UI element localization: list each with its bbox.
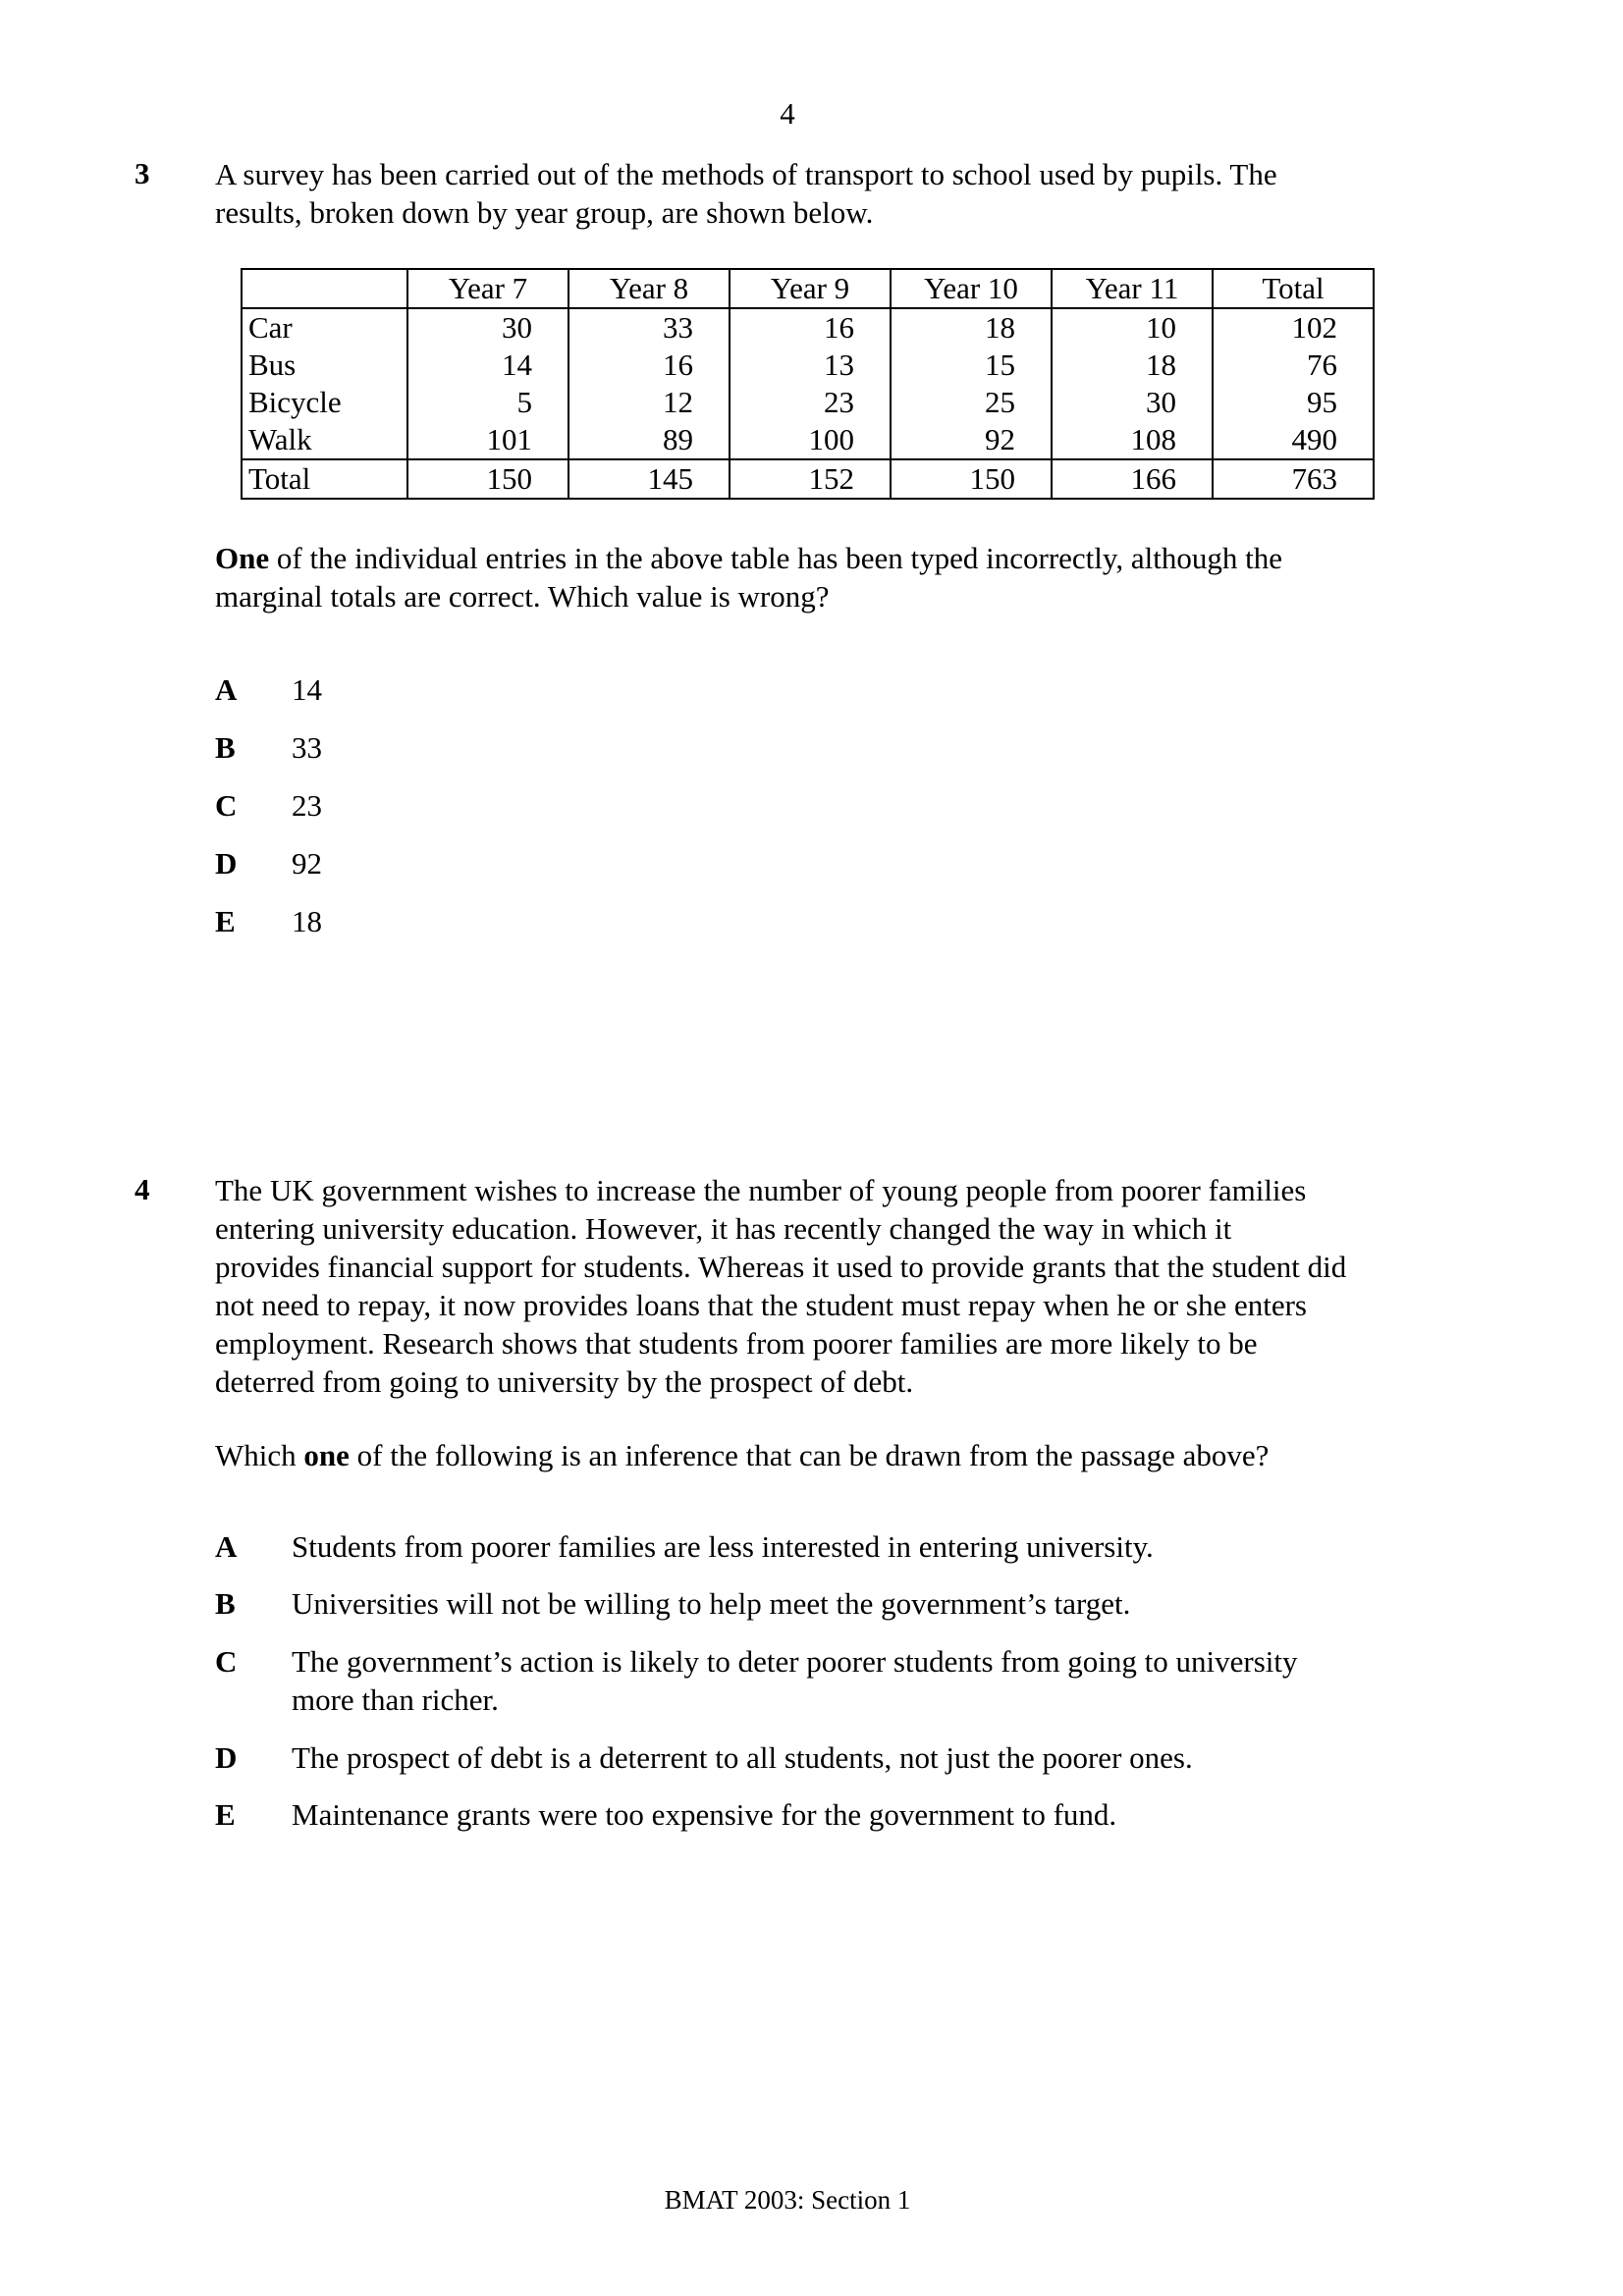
question-3-intro-line: results, broken down by year group, are shown below. [215, 195, 874, 230]
question-3-prompt [215, 539, 1282, 615]
table-cell: 108 [1052, 421, 1213, 459]
table-cell: 166 [1052, 459, 1213, 499]
table-header-cell: Year 7 [407, 269, 568, 308]
option-text: The prospect of debt is a deterrent to all students, not just the poorer ones. [292, 1740, 1193, 1775]
table-cell: 13 [730, 347, 891, 384]
table-cell: 763 [1213, 459, 1374, 499]
table-cell: 150 [891, 459, 1052, 499]
option-letter: C [215, 1644, 238, 1679]
table-cell: 18 [1052, 347, 1213, 384]
prompt-text: Which [215, 1438, 304, 1472]
table-header-cell: Year 9 [730, 269, 891, 308]
option-text: Maintenance grants were too expensive for the government to fund. [292, 1797, 1117, 1832]
transport-survey-table [241, 268, 1375, 500]
option-letter: B [215, 1586, 236, 1621]
table-row-label: Total [242, 459, 407, 499]
passage-line: The UK government wishes to increase the number of young people from poorer families [215, 1173, 1307, 1207]
table-cell: 25 [891, 384, 1052, 421]
option-letter: B [215, 730, 236, 765]
emphasis: One [215, 541, 270, 575]
table-header-row [242, 269, 1374, 308]
table-header-cell: Total [1213, 269, 1374, 308]
table-cell: 30 [1052, 384, 1213, 421]
question-3-intro [215, 155, 1277, 232]
table-header-cell [242, 269, 407, 308]
question-3-number: 3 [135, 156, 150, 190]
option-text: Universities will not be willing to help meet the government’s target. [292, 1586, 1131, 1621]
page-footer: BMAT 2003: Section 1 [664, 2185, 911, 2215]
table-row-label: Bicycle [242, 384, 407, 421]
table-row-label: Walk [242, 421, 407, 459]
table-row-label: Car [242, 308, 407, 347]
question-3-prompt-line: marginal totals are correct. Which value is wrong? [215, 579, 830, 614]
question-4-number: 4 [135, 1172, 150, 1206]
table-cell: 14 [407, 347, 568, 384]
table-cell: 10 [1052, 308, 1213, 347]
option-letter: C [215, 788, 238, 823]
option-text-continued: more than richer. [292, 1682, 499, 1717]
question-4-prompt [215, 1436, 1269, 1474]
option-letter: E [215, 904, 236, 938]
option-text: 33 [292, 730, 322, 765]
option-letter: E [215, 1797, 236, 1832]
option-text: 14 [292, 672, 322, 707]
question-3-intro-line: A survey has been carried out of the methods of transport to school used by pupils. The [215, 157, 1277, 191]
passage-line: not need to repay, it now provides loans that the student must repay when he or she enters [215, 1288, 1307, 1322]
table-row [242, 421, 1374, 459]
table-cell: 12 [568, 384, 730, 421]
question-4-passage [215, 1171, 1346, 1401]
table-cell: 101 [407, 421, 568, 459]
table-cell: 5 [407, 384, 568, 421]
table-row [242, 384, 1374, 421]
table-cell: 23 [730, 384, 891, 421]
table-cell: 150 [407, 459, 568, 499]
table-total-row [242, 459, 1374, 499]
passage-line: entering university education. However, it has recently changed the way in which it [215, 1211, 1232, 1246]
table-cell: 16 [730, 308, 891, 347]
table-row [242, 308, 1374, 347]
table-cell: 89 [568, 421, 730, 459]
option-letter: A [215, 1529, 238, 1564]
option-text: Students from poorer families are less interested in entering university. [292, 1529, 1154, 1564]
table-header-cell: Year 10 [891, 269, 1052, 308]
table-cell: 15 [891, 347, 1052, 384]
table-cell: 18 [891, 308, 1052, 347]
table-header-cell: Year 8 [568, 269, 730, 308]
option-text: 92 [292, 846, 322, 881]
passage-line: provides financial support for students. Whereas it used to provide grants that the student did [215, 1250, 1347, 1284]
question-3-prompt-line [215, 539, 1282, 577]
passage-line: employment. Research shows that students from poorer families are more likely to be [215, 1326, 1258, 1361]
table-cell: 145 [568, 459, 730, 499]
emphasis: one [303, 1438, 350, 1472]
table-cell: 152 [730, 459, 891, 499]
option-letter: D [215, 846, 238, 881]
table-cell: 100 [730, 421, 891, 459]
table-cell: 30 [407, 308, 568, 347]
table-row-label: Bus [242, 347, 407, 384]
passage-line: deterred from going to university by the prospect of debt. [215, 1364, 914, 1399]
table-header-cell: Year 11 [1052, 269, 1213, 308]
option-letter: A [215, 672, 238, 707]
table-cell: 33 [568, 308, 730, 347]
table-cell: 102 [1213, 308, 1374, 347]
option-letter: D [215, 1740, 238, 1775]
question-4-prompt-line [215, 1436, 1269, 1474]
prompt-text: of the following is an inference that can be drawn from the passage above? [349, 1438, 1270, 1472]
table-cell: 92 [891, 421, 1052, 459]
table-cell: 16 [568, 347, 730, 384]
table-cell: 490 [1213, 421, 1374, 459]
table-cell: 76 [1213, 347, 1374, 384]
option-text: 18 [292, 904, 322, 938]
table-row [242, 347, 1374, 384]
page-number: 4 [780, 96, 795, 131]
option-text: 23 [292, 788, 322, 823]
option-text: The government’s action is likely to deter poorer students from going to university [292, 1644, 1298, 1679]
prompt-text: of the individual entries in the above table has been typed incorrectly, although the [269, 541, 1282, 575]
table-cell: 95 [1213, 384, 1374, 421]
